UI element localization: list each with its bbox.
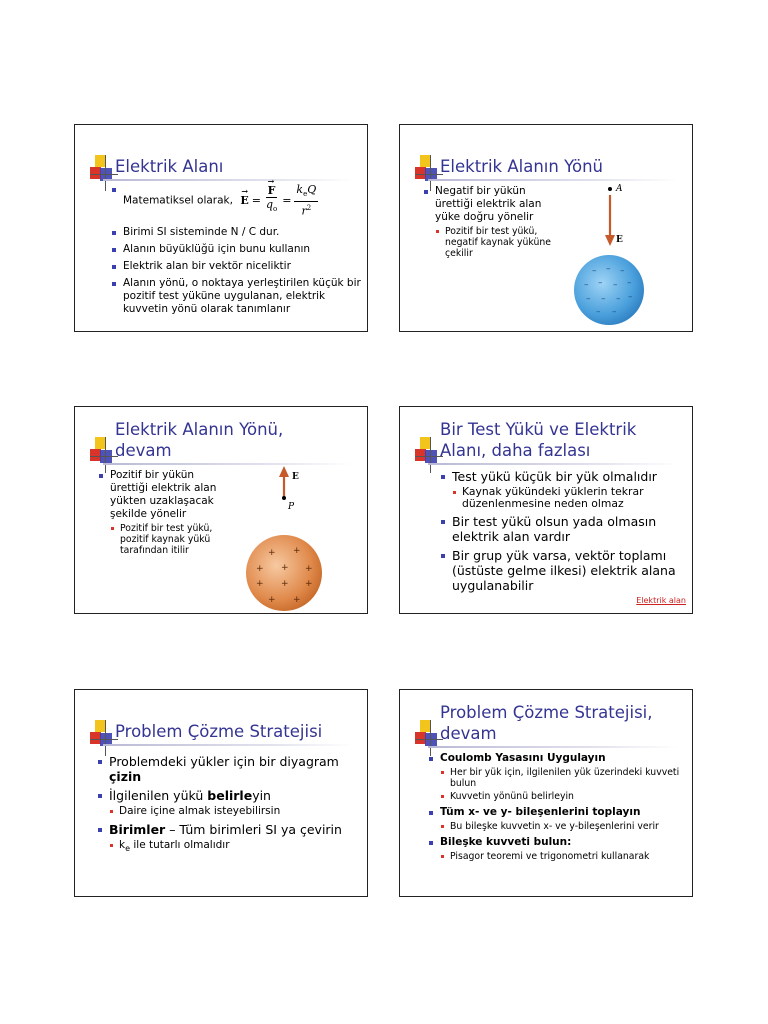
arrow-head [279, 466, 289, 477]
bullet: Alanın büyüklüğü için bunu kullanın [111, 243, 361, 256]
sub-bullet: Kuvvetin yönünü belirleyin [440, 791, 688, 802]
arrow-head [605, 235, 615, 246]
point-p [282, 496, 286, 500]
svg-text:+: + [293, 595, 301, 605]
svg-text:–: – [586, 294, 591, 304]
title-decoration [415, 437, 443, 473]
svg-text:+: + [305, 564, 313, 574]
sub-bullet: $k_e$ ile tutarlı olmalıdır [109, 839, 365, 855]
svg-text:–: – [592, 266, 597, 276]
slide-elektrik-alanin-yonu [399, 124, 693, 332]
sub-bullet: Pisagor teoremi ve trigonometri kullanarak [440, 851, 688, 862]
slide-title: Elektrik Alanın Yönü, devam [115, 420, 284, 460]
bullet: Bileşke kuvveti bulun: Pisagor teoremi ve trigonometri kullanarak [428, 836, 688, 862]
slide-title: Elektrik Alanı [115, 157, 224, 176]
title-rule [428, 463, 678, 465]
positive-charge-figure [239, 462, 351, 612]
bullet: Elektrik alan bir vektör niceliktir [111, 260, 361, 273]
slide-title: Elektrik Alanın Yönü [440, 157, 603, 176]
negative-charge-figure [568, 180, 678, 328]
svg-text:+: + [256, 579, 264, 589]
bullet: Birimi SI sisteminde N / C dur. [111, 226, 361, 239]
bullet: Bir grup yük varsa, vektör toplamı (üstüste gelme ilkesi) elektrik alana uygulanabilir [440, 548, 688, 593]
svg-text:+: + [305, 579, 313, 589]
title-rule [103, 179, 353, 181]
bullet: Coulomb Yasasını Uygulayın Her bir yük için, ilgilenilen yük üzerindeki kuvveti bulun Kuvvetin yönünü belirleyin [428, 752, 688, 802]
bullet: Birimler – Tüm birimleri SI ya çevirin $k_e$ ile tutarlı olmalıdır [97, 822, 365, 855]
bullet: İlgilenilen yükü belirleyin Daire içine almak isteyebilirsin [97, 788, 365, 818]
bullet: Tüm x- ve y- bileşenlerini toplayın Bu bileşke kuvvetin x- ve y-bileşenlerini verir [428, 806, 688, 832]
sub-bullet: Daire içine almak isteyebilirsin [109, 805, 365, 818]
svg-text:–: – [612, 307, 617, 317]
slide-title: Bir Test Yükü ve Elektrik Alanı, daha fazlası [440, 420, 637, 460]
point-label: A [616, 184, 623, 194]
svg-text:+: + [281, 579, 289, 589]
slide-problem-cozme [74, 689, 368, 897]
vector-label: E [292, 472, 299, 482]
svg-text:+: + [293, 546, 301, 556]
formula-bullet: Matematiksel olarak, → E = → F $q_o$ = $\frac{k_eQ}{r^2}$ [111, 183, 361, 218]
elektrik-alan-link[interactable]: Elektrik alan [636, 596, 686, 605]
svg-text:–: – [598, 278, 603, 288]
title-decoration [415, 720, 443, 756]
point-a [608, 187, 612, 191]
sub-bullet: Bu bileşke kuvvetin x- ve y-bileşenlerini verir [440, 821, 688, 832]
svg-text:–: – [601, 294, 606, 304]
slide-title: Problem Çözme Stratejisi [115, 722, 323, 741]
bullet: Problemdeki yükler için bir diyagram çizin [97, 754, 365, 784]
title-rule [103, 744, 353, 746]
svg-text:–: – [596, 307, 601, 317]
title-decoration [90, 437, 118, 473]
svg-text:–: – [613, 280, 618, 290]
svg-text:+: + [268, 548, 276, 558]
slide-test-yuku [399, 406, 693, 614]
vector-label: E [616, 235, 623, 245]
svg-text:–: – [606, 264, 611, 274]
svg-text:–: – [628, 292, 633, 302]
title-decoration [90, 720, 118, 756]
bullet: Bir test yükü olsun yada olmasın elektrik alan vardır [440, 514, 688, 544]
slide-title: Problem Çözme Stratejisi, devam [440, 703, 653, 743]
sub-bullet: Pozitif bir test yükü, pozitif kaynak yükü tarafından itilir [110, 523, 228, 556]
field-formula: → E = → F $q_o$ = $\frac{k_eQ}{r^2}$ [240, 176, 317, 218]
svg-text:+: + [281, 563, 289, 573]
svg-text:–: – [627, 278, 632, 288]
sub-bullet: Kaynak yükündeki yüklerin tekrar düzenlenmesine neden olmaz [452, 486, 688, 510]
svg-text:+: + [256, 564, 264, 574]
slide-elektrik-alanin-yonu-devam [74, 406, 368, 614]
bullet: Pozitif bir yükün ürettiği elektrik alan yükten uzaklaşacak şekilde yönelir Pozitif bir test yükü, pozitif kaynak yükü tarafından itilir [98, 469, 228, 556]
svg-text:–: – [620, 266, 625, 276]
sub-bullet: Pozitif bir test yükü, negatif kaynak yüküne çekilir [435, 226, 553, 259]
title-rule [428, 746, 678, 748]
svg-text:–: – [616, 294, 621, 304]
point-label: P [288, 502, 295, 512]
slide-elektrik-alani [74, 124, 368, 332]
slide-problem-cozme-devam [399, 689, 693, 897]
bullet: Negatif bir yükün ürettiği elektrik alan yüke doğru yönelir Pozitif bir test yükü, negatif kaynak yüküne çekilir [423, 185, 553, 259]
svg-text:–: – [584, 280, 589, 290]
svg-text:+: + [268, 595, 276, 605]
bullet: Alanın yönü, o noktaya yerleştirilen küçük bir pozitif test yüküne uygulanan, elektrik kuvvetin yönü olarak tanımlanır [111, 277, 361, 316]
sub-bullet: Her bir yük için, ilgilenilen yük üzerindeki kuvveti bulun [440, 767, 688, 789]
bullet: Test yükü küçük bir yük olmalıdır Kaynak yükündeki yüklerin tekrar düzenlenmesine neden olmaz [440, 469, 688, 510]
